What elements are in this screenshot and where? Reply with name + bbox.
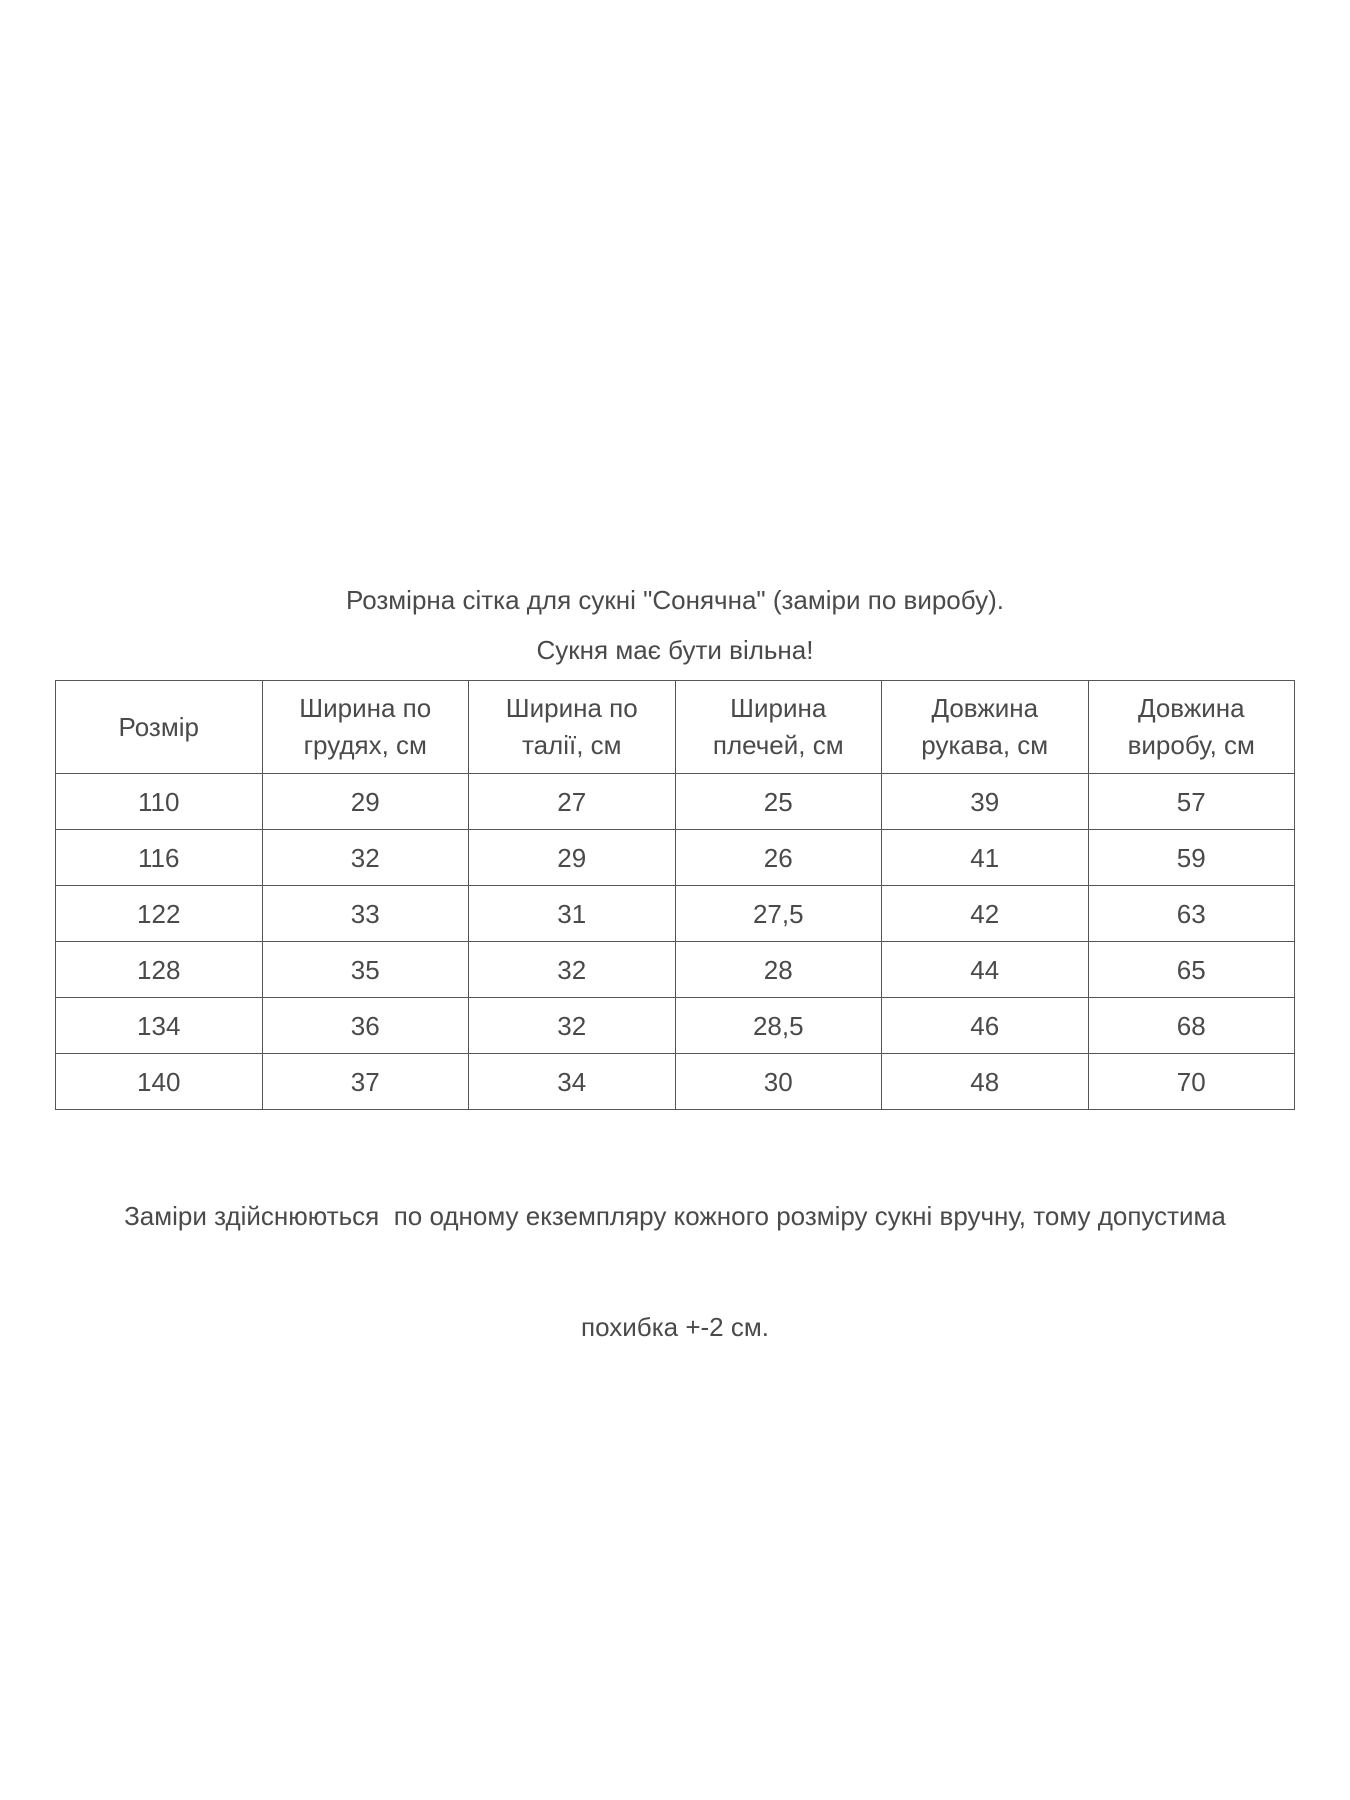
table-cell: 25 [675, 774, 882, 830]
header-chest-line2: грудях, см [303, 730, 427, 760]
header-shoulder-line2: плечей, см [712, 730, 844, 760]
table-cell: 27,5 [675, 886, 882, 942]
header-chest-line1: Ширина по [299, 693, 432, 723]
header-size-line1: Розмір [118, 711, 199, 742]
table-cell: 63 [1088, 886, 1295, 942]
table-row [56, 1054, 1295, 1110]
table-cell: 46 [882, 998, 1089, 1054]
table-cell: 29 [262, 774, 469, 830]
table-cell: 35 [262, 942, 469, 998]
table-cell: 33 [262, 886, 469, 942]
table-row [56, 998, 1295, 1054]
table-cell: 32 [262, 830, 469, 886]
table-cell: 59 [1088, 830, 1295, 886]
header-shoulder-width [675, 681, 882, 774]
table-cell: 41 [882, 830, 1089, 886]
table-cell: 48 [882, 1054, 1089, 1110]
header-product-length [1088, 681, 1295, 774]
table-cell: 116 [56, 830, 263, 886]
table-cell: 29 [469, 830, 676, 886]
table-cell: 122 [56, 886, 263, 942]
measurement-note-line2: похибка +-2 см. [581, 1312, 769, 1342]
header-shoulder-line1: Ширина [730, 693, 827, 723]
table-cell: 70 [1088, 1054, 1295, 1110]
table-cell: 42 [882, 886, 1089, 942]
table-cell: 27 [469, 774, 676, 830]
table-cell: 110 [56, 774, 263, 830]
table-cell: 128 [56, 942, 263, 998]
table-row [56, 830, 1295, 886]
table-cell: 32 [469, 998, 676, 1054]
table-row [56, 942, 1295, 998]
measurement-note-line1: Заміри здійснюються по одному екземпляру кожного розміру сукні вручну, тому допустима [124, 1201, 1226, 1231]
table-row [56, 774, 1295, 830]
table-cell: 68 [1088, 998, 1295, 1054]
page-subtitle: Сукня має бути вільна! [536, 635, 814, 665]
header-chest-width [262, 681, 469, 774]
measurement-note [55, 1124, 1295, 1420]
header-size [56, 681, 263, 774]
table-cell: 36 [262, 998, 469, 1054]
table-cell: 28 [675, 942, 882, 998]
header-waist-width [469, 681, 676, 774]
table-header-row [56, 681, 1295, 774]
table-cell: 134 [56, 998, 263, 1054]
header-product-line1: Довжина [1137, 693, 1245, 723]
table-cell: 34 [469, 1054, 676, 1110]
header-waist-line1: Ширина по [505, 693, 638, 723]
table-cell: 28,5 [675, 998, 882, 1054]
table-cell: 57 [1088, 774, 1295, 830]
page-title: Розмірна сітка для сукні "Сонячна" (заміри по виробу). [346, 585, 1004, 615]
table-cell: 31 [469, 886, 676, 942]
header-sleeve-line2: рукава, см [921, 730, 1049, 760]
table-row [56, 886, 1295, 942]
table-cell: 65 [1088, 942, 1295, 998]
table-cell: 140 [56, 1054, 263, 1110]
header-product-line2: виробу, см [1127, 730, 1255, 760]
table-cell: 26 [675, 830, 882, 886]
table-cell: 37 [262, 1054, 469, 1110]
header-sleeve-line1: Довжина [931, 693, 1039, 723]
table-cell: 44 [882, 942, 1089, 998]
table-cell: 39 [882, 774, 1089, 830]
size-table [55, 680, 1295, 1110]
table-cell: 30 [675, 1054, 882, 1110]
table-cell: 32 [469, 942, 676, 998]
header-sleeve-length [882, 681, 1089, 774]
size-chart-section [55, 582, 1295, 1420]
header-waist-line2: талії, см [521, 730, 622, 760]
